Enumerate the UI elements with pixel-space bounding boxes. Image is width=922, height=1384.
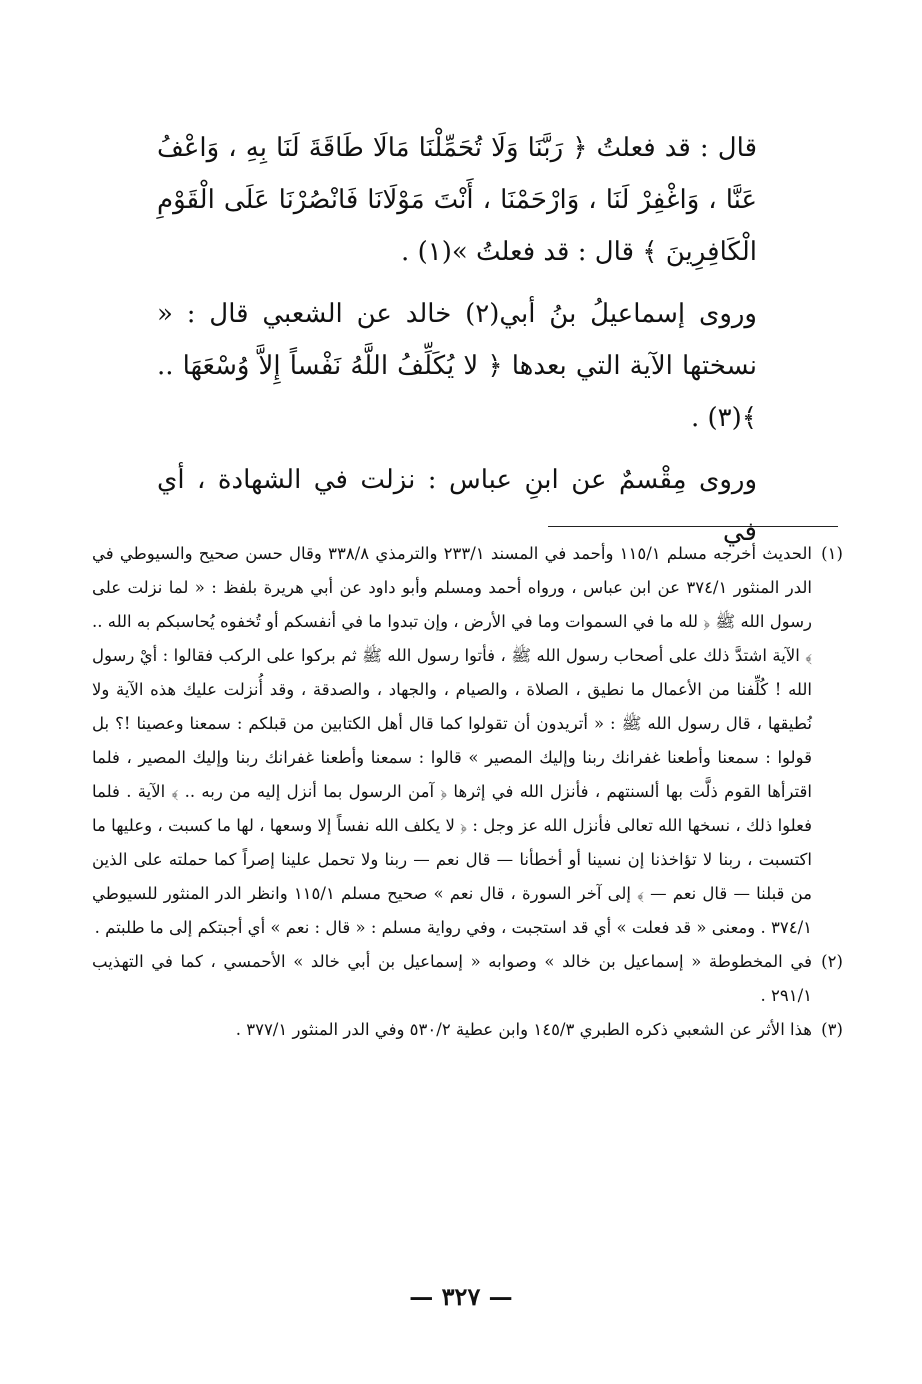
main-paragraph-1: قال : قد فعلتُ ﴿ رَبَّنَا وَلَا تُحَمِّلْنَا مَالَا طَاقَةَ لَنَا بِهِ ، وَاعْفُ عَنَّا ، وَاغْفِرْ لَنَا ، وَارْحَمْنَا ، أَنْتَ مَوْلَانَا فَانْصُرْنَا عَلَى الْقَوْمِ الْكَافِرِينَ ﴾ قال : قد فعلتُ »(١) . [157, 133, 757, 267]
main-text [157, 122, 757, 558]
footnotes [92, 537, 852, 1047]
footnote-number: (٣) [821, 1020, 843, 1039]
main-paragraph-3: وروى مِقْسمٌ عن ابنِ عباس : نزلت في الشهادة ، أي في [157, 465, 757, 547]
footnote-text: في المخطوطة « إسماعيل بن خالد » وصوابه « إسماعيل بن أبي خالد » الأحمسي ، كما في التهذيب ٢٩١/١ . [92, 952, 812, 1005]
footnote-separator [548, 526, 838, 527]
page-number: — ٣٢٧ — [409, 1282, 513, 1311]
footnote-text: هذا الأثر عن الشعبي ذكره الطبري ١٤٥/٣ وابن عطية ٥٣٠/٢ وفي الدر المنثور ٣٧٧/١ . [235, 1020, 812, 1039]
footnote-2 [92, 945, 852, 1013]
main-paragraph-2: وروى إسماعيلُ بنُ أبي(٢) خالد عن الشعبي قال : « نسختها الآية التي بعدها ﴿ لا يُكَلِّفُ اللَّهُ نَفْساً إِلاَّ وُسْعَهَا .. ﴾(٣) . [157, 299, 757, 433]
footnote-1 [92, 537, 852, 945]
footnote-text: الحديث أخرجه مسلم ١١٥/١ وأحمد في المسند ٢٣٣/١ والترمذي ٣٣٨/٨ وقال حسن صحيح والسيوطي في الدر المنثور ٣٧٤/١ عن ابن عباس ، ورواه أحمد ومسلم وأبو داود عن أبي هريرة بلفظ : « لما نزلت على رسول الله ﷺ ﴿ لله ما في السموات وما في الأرض ، وإن تبدوا ما في أنفسكم أو تُخفوه يُحاسبكم به الله .. ﴾ الآية اشتدَّ ذلك على أصحاب رسول الله ﷺ ، فأتوا رسول الله ﷺ ثم بركوا على الركب فقالوا : أيْ رسول الله ! كُلِّفنا من الأعمال ما نطيق ، الصلاة ، والصيام ، والجهاد ، والصدقة ، وقد أُنزلت عليك هذه الآية ولا نُطيقها ، قال رسول الله ﷺ : « أتريدون أن تقولوا كما قال أهل الكتابين من قبلكم : سمعنا وعصينا !؟ بل قولوا : سمعنا وأطعنا غفرانك ربنا وإليك المصير » قالوا : سمعنا وأطعنا غفرانك ربنا وإليك المصير ، فلما اقترأها القوم ذلَّت بها ألسنتهم ، فأنزل الله في إثرها ﴿ آمن الرسول بما أنزل إليه من ربه .. ﴾ الآية . فلما فعلوا ذلك ، نسخها الله تعالى فأنزل الله عز وجل : ﴿ لا يكلف الله نفساً إلا وسعها ، لها ما كسبت ، وعليها ما اكتسبت ، ربنا لا تؤاخذنا إن نسينا أو أخطأنا — قال نعم — ربنا ولا تحمل علينا إصراً كما حملته على الذين من قبلنا — قال نعم — ﴾ إلى آخر السورة ، قال نعم » صحيح مسلم ١١٥/١ وانظر الدر المنثور للسيوطي ٣٧٤/١ . ومعنى « قد فعلت » أي قد استجبت ، وفي رواية مسلم : « قال : نعم » أي أجبتكم إلى ما طلبتم . [91, 544, 812, 937]
footnote-3 [92, 1013, 852, 1047]
footnote-number: (١) [821, 544, 843, 563]
footnote-number: (٢) [821, 952, 843, 971]
